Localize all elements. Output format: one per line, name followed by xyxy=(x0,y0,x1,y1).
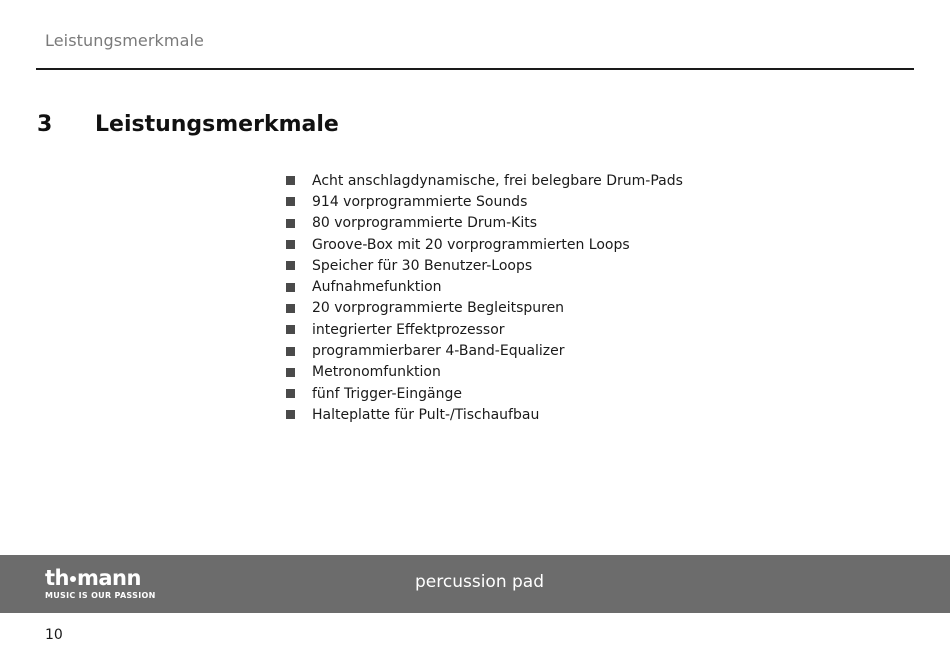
square-bullet-icon xyxy=(286,347,295,356)
list-item xyxy=(286,298,683,319)
brand-logo xyxy=(45,568,156,600)
feature-list xyxy=(286,170,683,426)
running-header: Leistungsmerkmale xyxy=(45,31,204,50)
feature-text: fünf Trigger-Eingänge xyxy=(312,385,462,402)
feature-text: 914 vorprogrammierte Sounds xyxy=(312,193,528,210)
square-bullet-icon xyxy=(286,410,295,419)
square-bullet-icon xyxy=(286,389,295,398)
square-bullet-icon xyxy=(286,368,295,377)
feature-text: Metronomfunktion xyxy=(312,364,441,381)
feature-text: Speicher für 30 Benutzer-Loops xyxy=(312,257,533,274)
feature-text: integrierter Effektprozessor xyxy=(312,321,505,338)
list-item xyxy=(286,170,683,191)
header-divider xyxy=(36,68,914,70)
list-item xyxy=(286,213,683,234)
feature-text: Groove-Box mit 20 vorprogrammierten Loops xyxy=(312,236,630,253)
list-item xyxy=(286,255,683,276)
square-bullet-icon xyxy=(286,304,295,313)
brand-name-part: th xyxy=(45,566,69,590)
feature-text: 80 vorprogrammierte Drum-Kits xyxy=(312,215,538,232)
section-title: Leistungsmerkmale xyxy=(95,112,339,137)
square-bullet-icon xyxy=(286,325,295,334)
square-bullet-icon xyxy=(286,176,295,185)
feature-text: programmierbarer 4-Band-Equalizer xyxy=(312,343,565,360)
brand-tagline: MUSIC IS OUR PASSION xyxy=(45,591,156,600)
footer-band xyxy=(0,555,950,613)
product-name: percussion pad xyxy=(415,572,545,592)
list-item xyxy=(286,362,683,383)
section-number: 3 xyxy=(37,112,53,137)
list-item xyxy=(286,383,683,404)
list-item xyxy=(286,234,683,255)
feature-text: Acht anschlagdynamische, frei belegbare Drum-Pads xyxy=(312,172,683,189)
feature-text: Aufnahmefunktion xyxy=(312,279,442,296)
list-item xyxy=(286,404,683,425)
list-item xyxy=(286,191,683,212)
list-item xyxy=(286,319,683,340)
feature-text: 20 vorprogrammierte Begleitspuren xyxy=(312,300,565,317)
brand-name-part: mann xyxy=(77,566,141,590)
square-bullet-icon xyxy=(286,283,295,292)
brand-dot-icon xyxy=(70,576,76,582)
square-bullet-icon xyxy=(286,240,295,249)
page-number: 10 xyxy=(45,627,63,643)
list-item xyxy=(286,340,683,361)
brand-name xyxy=(45,568,156,588)
square-bullet-icon xyxy=(286,197,295,206)
feature-text: Halteplatte für Pult-/Tischaufbau xyxy=(312,406,540,423)
list-item xyxy=(286,276,683,297)
square-bullet-icon xyxy=(286,219,295,228)
square-bullet-icon xyxy=(286,261,295,270)
